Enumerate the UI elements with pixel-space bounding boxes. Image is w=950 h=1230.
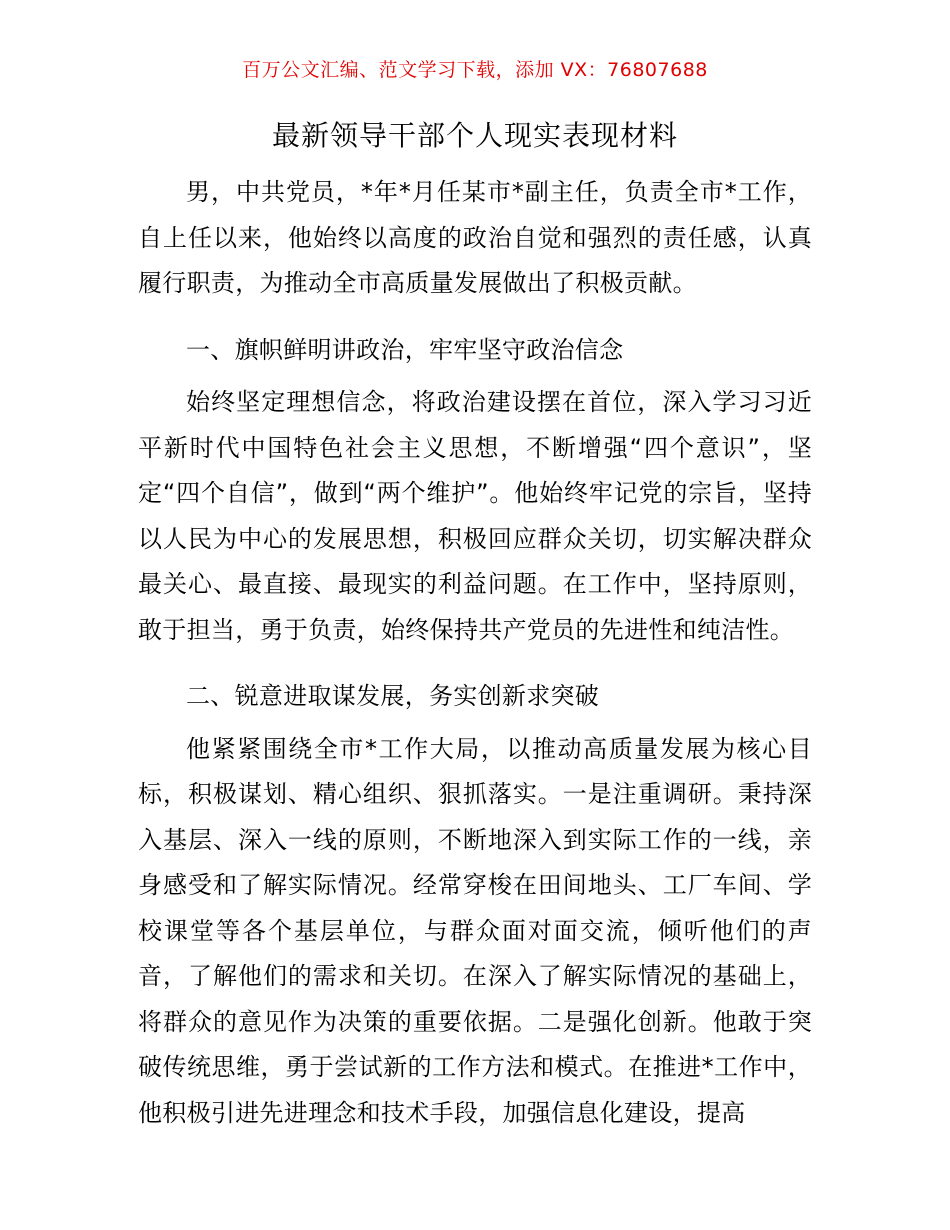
section-1-paragraph: 始终坚定理想信念，将政治建设摆在首位，深入学习习近平新时代中国特色社会主义思想，不断增强“四个意识”，坚定“四个自信”，做到“两个维护”。他始终牢记党的宗旨，坚持以人民为中心的发展思想，积极回应群众关切，切实解决群众最关心、最直接、最现实的利益问题。在工作中，坚持原则，敢于担当，勇于负责，始终保持共产党员的先进性和纯洁性。 (138, 388, 812, 644)
intro-paragraph: 男，中共党员，*年*月任某市*副主任，负责全市*工作，自上任以来，他始终以高度的政治自觉和强烈的责任感，认真履行职责，为推动全市高质量发展做出了积极贡献。 (138, 178, 812, 297)
header-watermark-note: 百万公文汇编、范文学习下载，添加 VX：76807688 (242, 59, 708, 81)
document-body (138, 170, 812, 1136)
document-title: 最新领导干部个人现实表现材料 (271, 119, 678, 152)
section-heading-1: 一、旗帜鲜明讲政治，牢牢坚守政治信念 (186, 335, 624, 364)
section-heading-2: 二、锐意进取谋发展，务实创新求突破 (186, 682, 600, 710)
section-2-paragraph: 他紧紧围绕全市*工作大局，以推动高质量发展为核心目标，积极谋划、精心组织、狠抓落实。一是注重调研。秉持深入基层、深入一线的原则，不断地深入到实际工作的一线，亲身感受和了解实际情况。经常穿梭在田间地头、工厂车间、学校课堂等各个基层单位，与群众面对面交流，倾听他们的声音，了解他们的需求和关切。在深入了解实际情况的基础上，将群众的意见作为决策的重要依据。二是强化创新。他敢于突破传统思维，勇于尝试新的工作方法和模式。在推进*工作中，他积极引进先进理念和技术手段，加强信息化建设，提高 (138, 734, 812, 1127)
